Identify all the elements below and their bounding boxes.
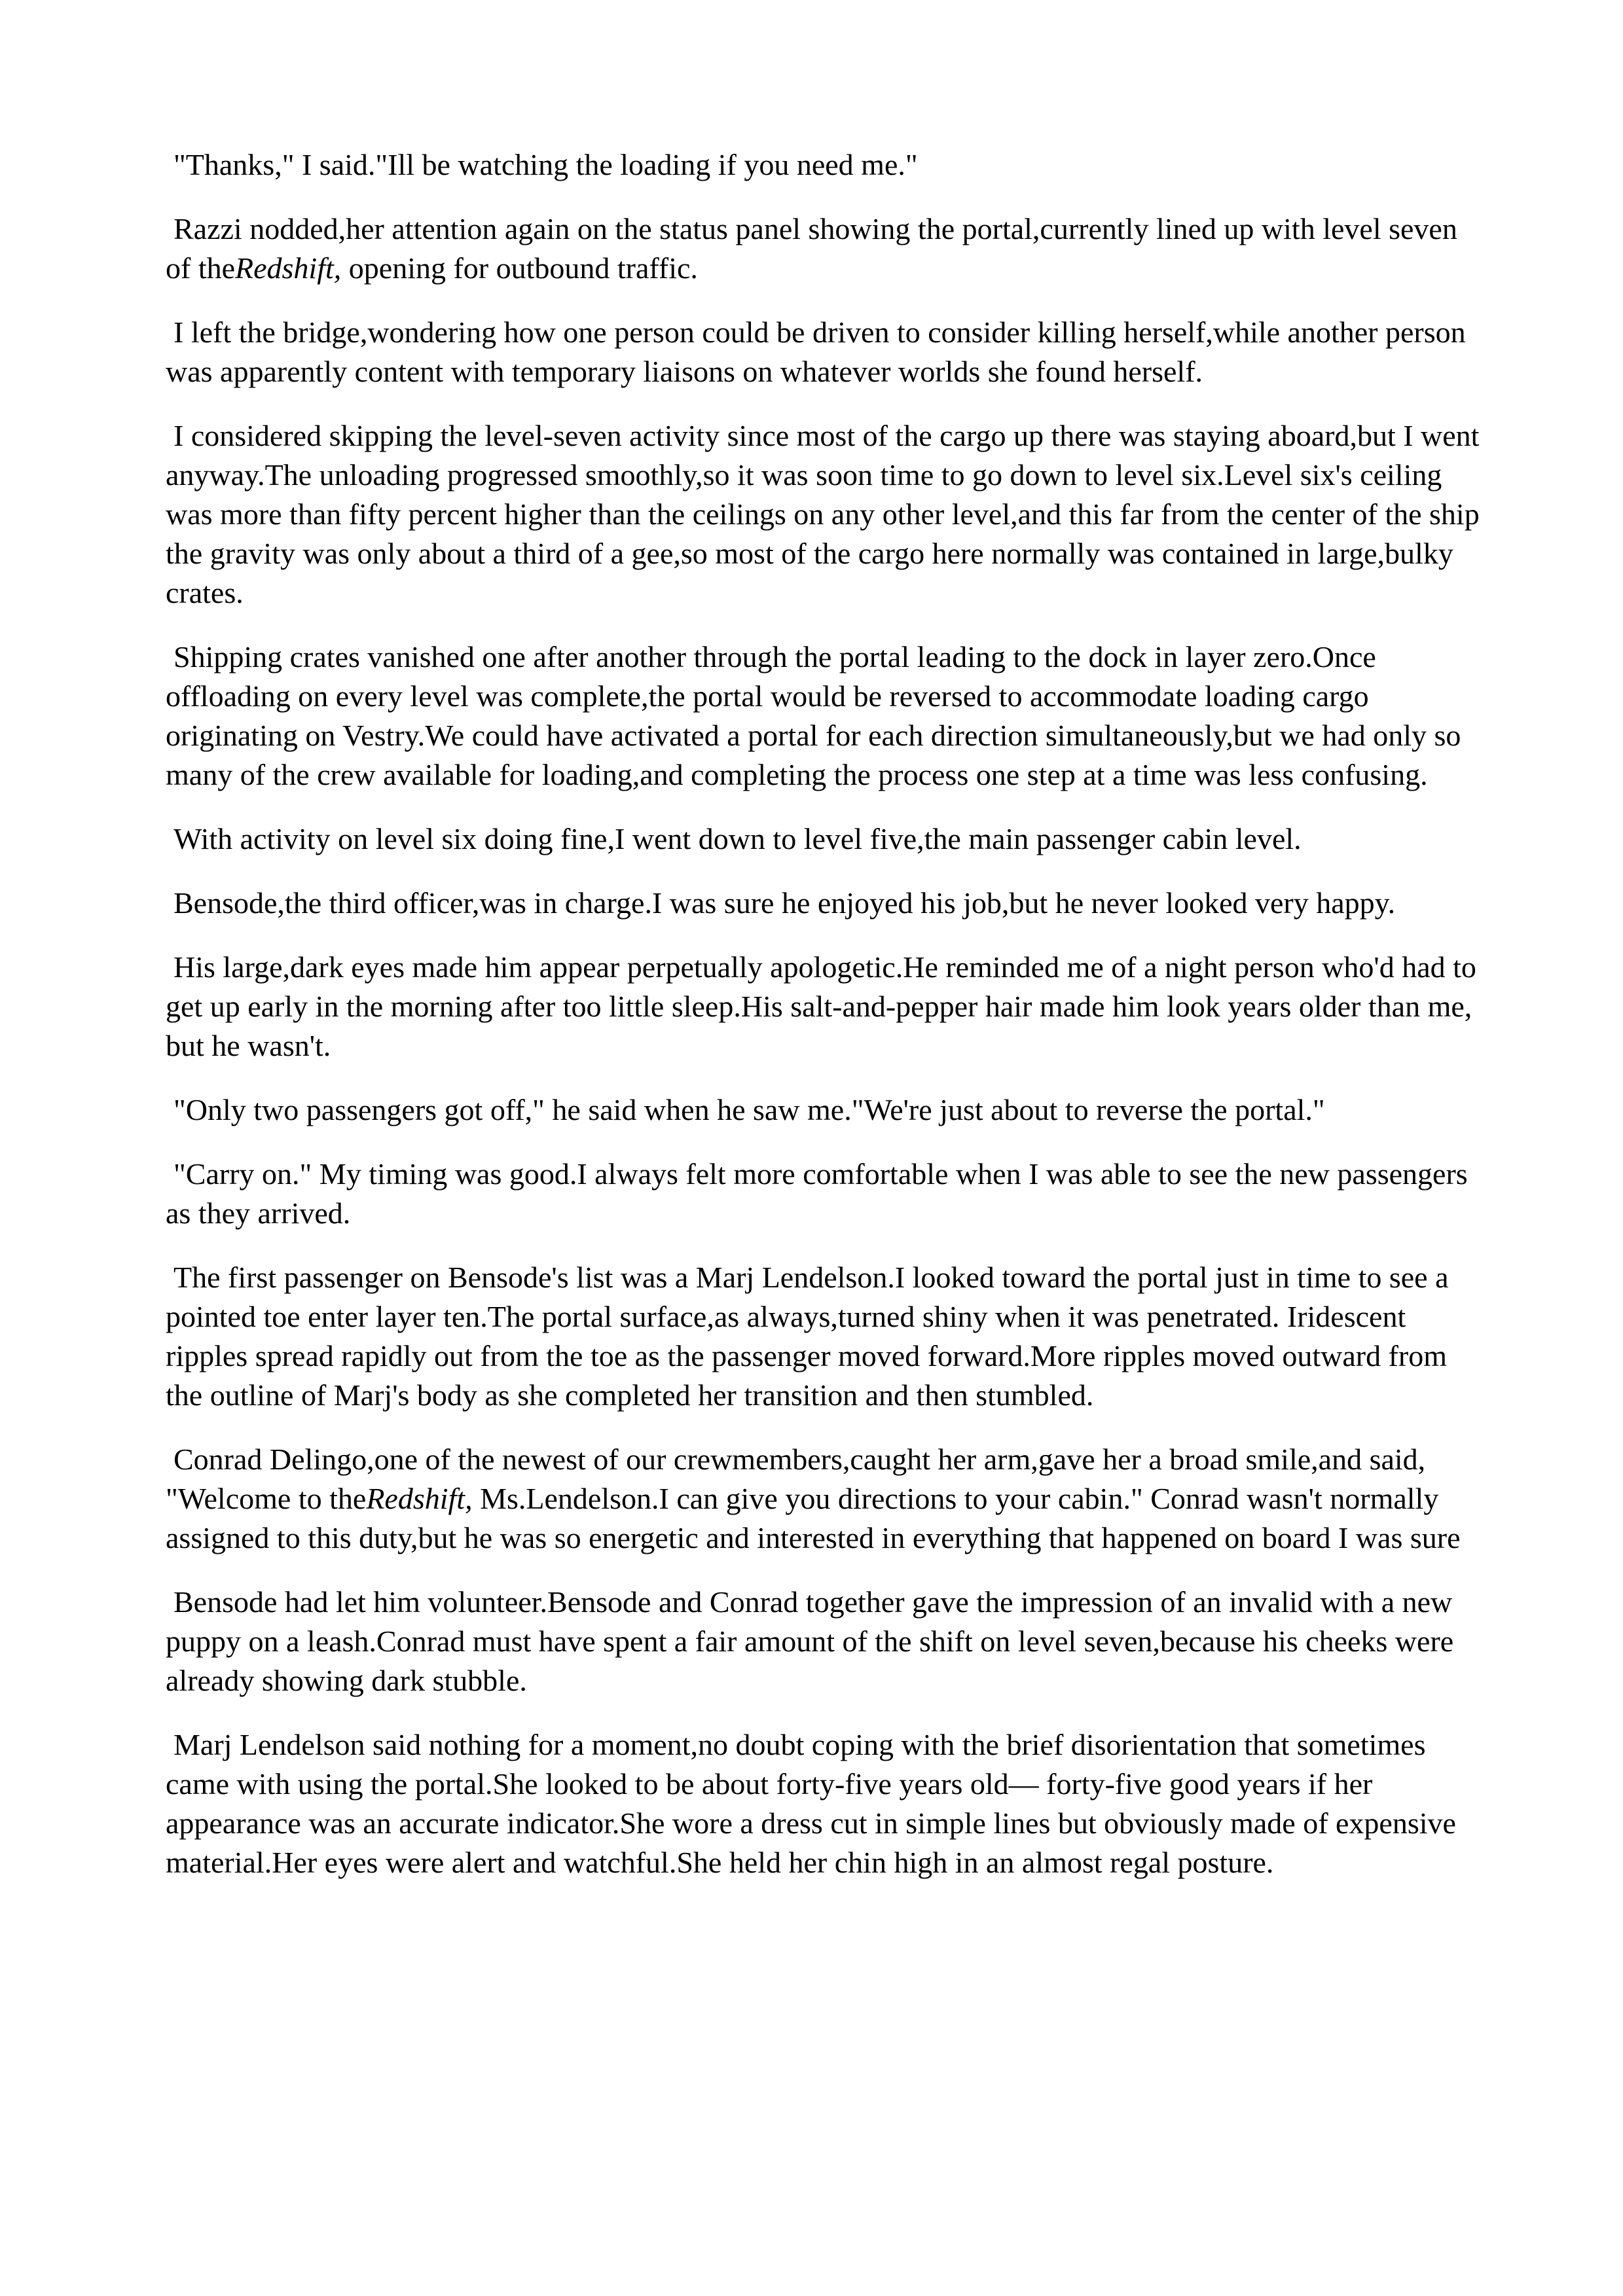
text-run: Bensode had let him volunteer.Bensode and Conrad together gave the impression of an invalid with a new puppy on a leash.Conrad must have spent a fair amount of the shift on level seven,because his cheeks were already showing dark stubble. <box>166 1585 1454 1697</box>
paragraph <box>166 313 1488 391</box>
text-run: Bensode,the third officer,was in charge.I was sure he enjoyed his job,but he never looked very happy. <box>173 886 1396 920</box>
text-run: Ms.Lendelson.I can give you directions to your cabin." Conrad wasn't normally assigned to this duty,but he was so energetic and interested in everything that happened on board I was sure <box>166 1482 1461 1554</box>
paragraph <box>166 637 1488 795</box>
paragraph <box>166 1440 1488 1558</box>
text-run: Marj Lendelson said nothing for a moment,no doubt coping with the brief disorientation that sometimes came with using the portal.She looked to be about forty-five years old— forty-five good years if her appearance was an accurate indicator.She wore a dress cut in simple lines but obviously made of expensive material.Her eyes were alert and watchful.She held her chin high in an almost regal posture. <box>166 1728 1456 1879</box>
text-run: His large,dark eyes made him appear perpetually apologetic.He reminded me of a night person who'd had to get up early in the morning after too little sleep.His salt-and-pepper hair made him look years older than me, but he wasn't. <box>166 950 1476 1062</box>
document-page <box>166 145 1488 1882</box>
text-run: Shipping crates vanished one after another through the portal leading to the dock in layer zero.Once offloading on every level was complete,the portal would be reversed to accommodate loading cargo originating on Vestry.We could have activated a portal for each direction simultaneously,but we had only so many of the crew available for loading,and completing the process one step at a time was less confusing. <box>166 640 1461 791</box>
text-run: opening for outbound traffic. <box>341 251 698 285</box>
ship-name-italic: Redshift, <box>366 1482 473 1515</box>
paragraph <box>166 1155 1488 1233</box>
paragraph <box>166 1090 1488 1130</box>
text-run: "Carry on." My timing was good.I always felt more comfortable when I was able to see the new passengers as they arrived. <box>166 1157 1468 1230</box>
paragraph <box>166 1258 1488 1415</box>
text-run: "Thanks," I said."Ill be watching the loading if you need me." <box>173 148 918 181</box>
text-run: Conrad Delingo,one of the newest of our crewmembers,caught her arm,gave her a broad smile,and said, "Welcome to the <box>166 1443 1426 1515</box>
paragraph <box>166 416 1488 613</box>
paragraph <box>166 884 1488 923</box>
paragraph <box>166 948 1488 1066</box>
paragraph <box>166 1583 1488 1700</box>
paragraph <box>166 209 1488 288</box>
paragraph <box>166 145 1488 185</box>
ship-name-italic: Redshift, <box>235 251 342 285</box>
paragraph <box>166 819 1488 859</box>
text-run: "Only two passengers got off," he said when he saw me."We're just about to reverse the portal." <box>173 1093 1325 1126</box>
text-run: I left the bridge,wondering how one person could be driven to consider killing herself,while another person was apparently content with temporary liaisons on whatever worlds she found herself. <box>166 315 1466 388</box>
paragraph <box>166 1725 1488 1882</box>
text-run: The first passenger on Bensode's list was a Marj Lendelson.I looked toward the portal just in time to see a pointed toe enter layer ten.The portal surface,as always,turned shiny when it was penetrated. Iridescent ripples spread rapidly out from the toe as the passenger moved forward.More ripples moved outward from the outline of Marj's body as she completed her transition and then stumbled. <box>166 1261 1449 1412</box>
text-run: Razzi nodded,her attention again on the status panel showing the portal,currently lined up with level seven of the <box>166 212 1457 285</box>
text-run: With activity on level six doing fine,I went down to level five,the main passenger cabin level. <box>173 822 1302 855</box>
text-run: I considered skipping the level-seven activity since most of the cargo up there was staying aboard,but I went anyway.The unloading progressed smoothly,so it was soon time to go down to level six.Level six's ceiling was more than fifty percent higher than the ceilings on any other level,and this far from the center of the ship the gravity was only about a third of a gee,so most of the cargo here normally was contained in large,bulky crates. <box>166 419 1480 609</box>
